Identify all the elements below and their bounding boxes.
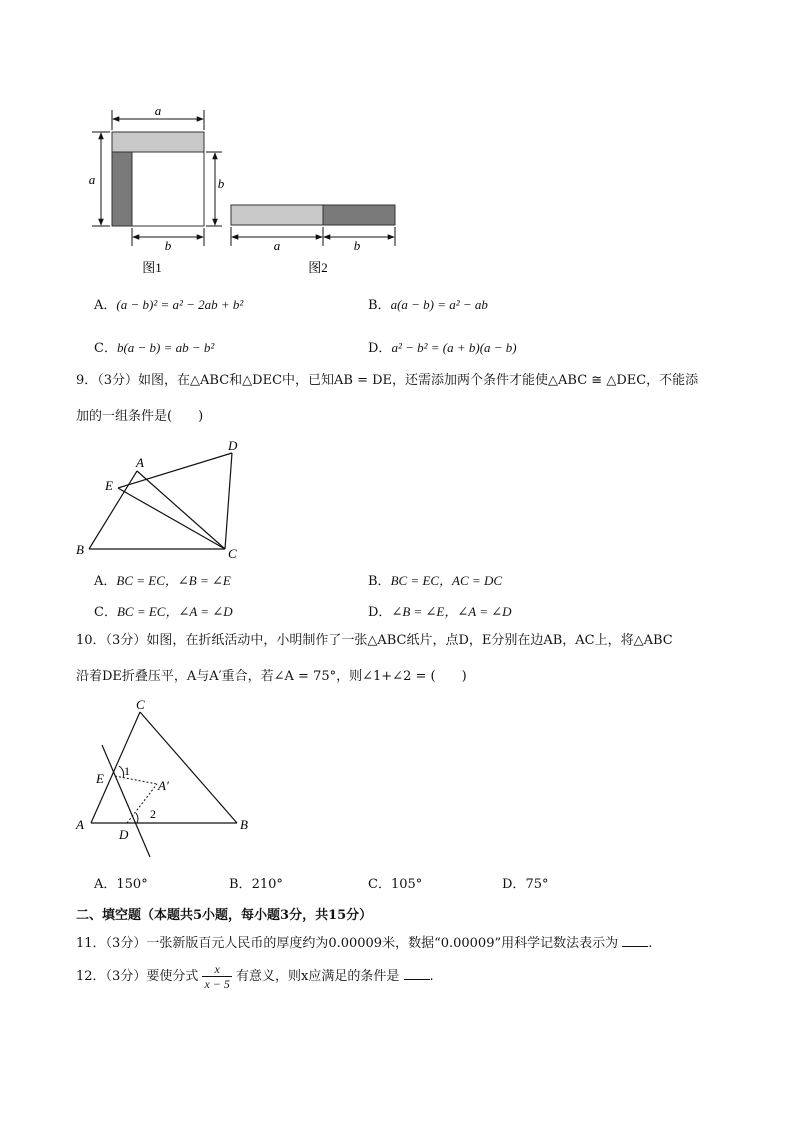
q11 [76,934,652,952]
option-value: 75° [525,877,549,892]
segment-ba [89,471,137,549]
fig1-caption: 图1 [142,260,162,275]
option-expr: b(a − b) = ab − b² [116,340,215,355]
q10-option-a [94,873,148,892]
point-label-a: A [76,817,84,832]
option-expr: BC = EC，AC = DC [390,573,503,588]
figure-1 [89,103,225,275]
section-heading-fill-blank: 二、填空题（本题共5小题，每小题3分，共15分） [76,908,373,923]
point-label-a-prime: A′ [158,778,169,793]
option-tag: D． [502,877,526,892]
segment-dc [225,453,232,549]
option-expr: a(a − b) = a² − ab [390,297,488,312]
q9-stem-line1: 9．（3分）如图，在△ABC和△DEC中，已知AB = DE，还需添加两个条件才能使△ABC ≅ △DEC，不能添 [76,373,699,388]
point-label-c: C [228,546,237,561]
q10-stem-line1: 10．（3分）如图，在折纸活动中，小明制作了一张△ABC纸片，点D，E分别在边AB，AC上，将△ABC [76,633,673,648]
option-expr: a² − b² = (a + b)(a − b) [391,340,517,355]
q8-option-c [94,337,214,356]
q9-figure [70,436,260,562]
option-value: 210° [251,877,283,892]
option-tag: A． [94,877,117,892]
q12-answer-blank[interactable] [404,967,430,980]
point-label-e: E [105,478,113,493]
option-tag: B． [368,298,391,313]
q8-option-a [94,294,243,313]
option-expr: BC = EC，∠A = ∠D [116,604,233,619]
dotted-ea-prime [115,776,157,784]
option-tag: A． [94,298,117,313]
fig1-label-b-bottom: b [164,238,172,253]
q12-stem-after: 有意义，则x应满足的条件是 [236,969,400,984]
q10-figure [70,695,270,861]
fig2-label-b: b [353,238,361,253]
point-label-b: B [240,817,248,832]
q12-fraction-numerator: x [202,962,231,977]
q11-answer-blank[interactable] [622,934,648,947]
fig2-light-strip [231,205,323,225]
q9-option-b [368,570,502,589]
q12-end: . [429,969,434,984]
fig1-top-strip [112,132,204,152]
q12-fraction-denominator: x − 5 [204,977,230,991]
q12-stem-before: 12．（3分）要使分式 [76,969,199,984]
fig1-left-strip [112,152,132,226]
fig1-inner-square [132,152,204,226]
angle-1-arc [119,766,124,778]
option-tag: C． [368,877,391,892]
fig2-label-a: a [273,238,281,253]
option-tag: C． [94,341,117,356]
q12 [76,962,434,992]
segment-ac [137,471,225,549]
fig2-caption: 图2 [308,260,328,275]
angle-2-arc [136,813,138,823]
point-label-b: B [76,542,84,557]
q11-stem: 11．（3分）一张新版百元人民币的厚度约为0.00009米，数据“0.00009”用科学记数法表示为 [76,936,619,951]
point-label-d: D [228,438,238,453]
figure-2 [231,205,395,275]
q8-option-b [368,294,488,313]
point-label-c: C [136,697,145,712]
option-tag: A． [94,574,117,589]
fig2-dark-strip [323,205,395,225]
option-value: 150° [116,877,148,892]
q9-stem-line2: 加的一组条件是( ) [76,409,204,424]
q8-figures [80,100,410,280]
option-expr: ∠B = ∠E，∠A = ∠D [391,604,512,619]
angle-label-2: 2 [150,807,156,821]
option-tag: B． [229,877,252,892]
q10-option-c [368,873,422,892]
option-expr: (a − b)² = a² − 2ab + b² [116,297,244,312]
point-label-e: E [96,771,104,786]
point-label-a: A [136,455,144,470]
segment-ac [91,712,140,823]
q9-option-c [94,601,233,620]
option-value: 105° [390,877,423,892]
option-expr: BC = EC，∠B = ∠E [116,573,231,588]
fig1-label-b-right: b [217,176,225,191]
fig1-label-a-top: a [154,103,162,118]
angle-label-1: 1 [124,764,130,778]
segment-ec [118,488,225,549]
q11-end: . [648,936,653,951]
q10-option-d [502,873,548,892]
option-tag: D． [368,341,392,356]
q9-option-a [94,570,231,589]
q12-fraction [202,962,231,991]
point-label-d: D [119,827,129,842]
q8-option-d [368,337,517,356]
option-tag: D． [368,605,392,620]
option-tag: B． [368,574,391,589]
q10-stem-line2: 沿着DE折叠压平，A与A′重合，若∠A = 75°，则∠1+∠2 = ( ) [76,669,467,684]
q10-option-b [229,873,283,892]
fig1-label-a-left: a [88,172,96,187]
option-tag: C． [94,605,117,620]
q9-option-d [368,601,512,620]
